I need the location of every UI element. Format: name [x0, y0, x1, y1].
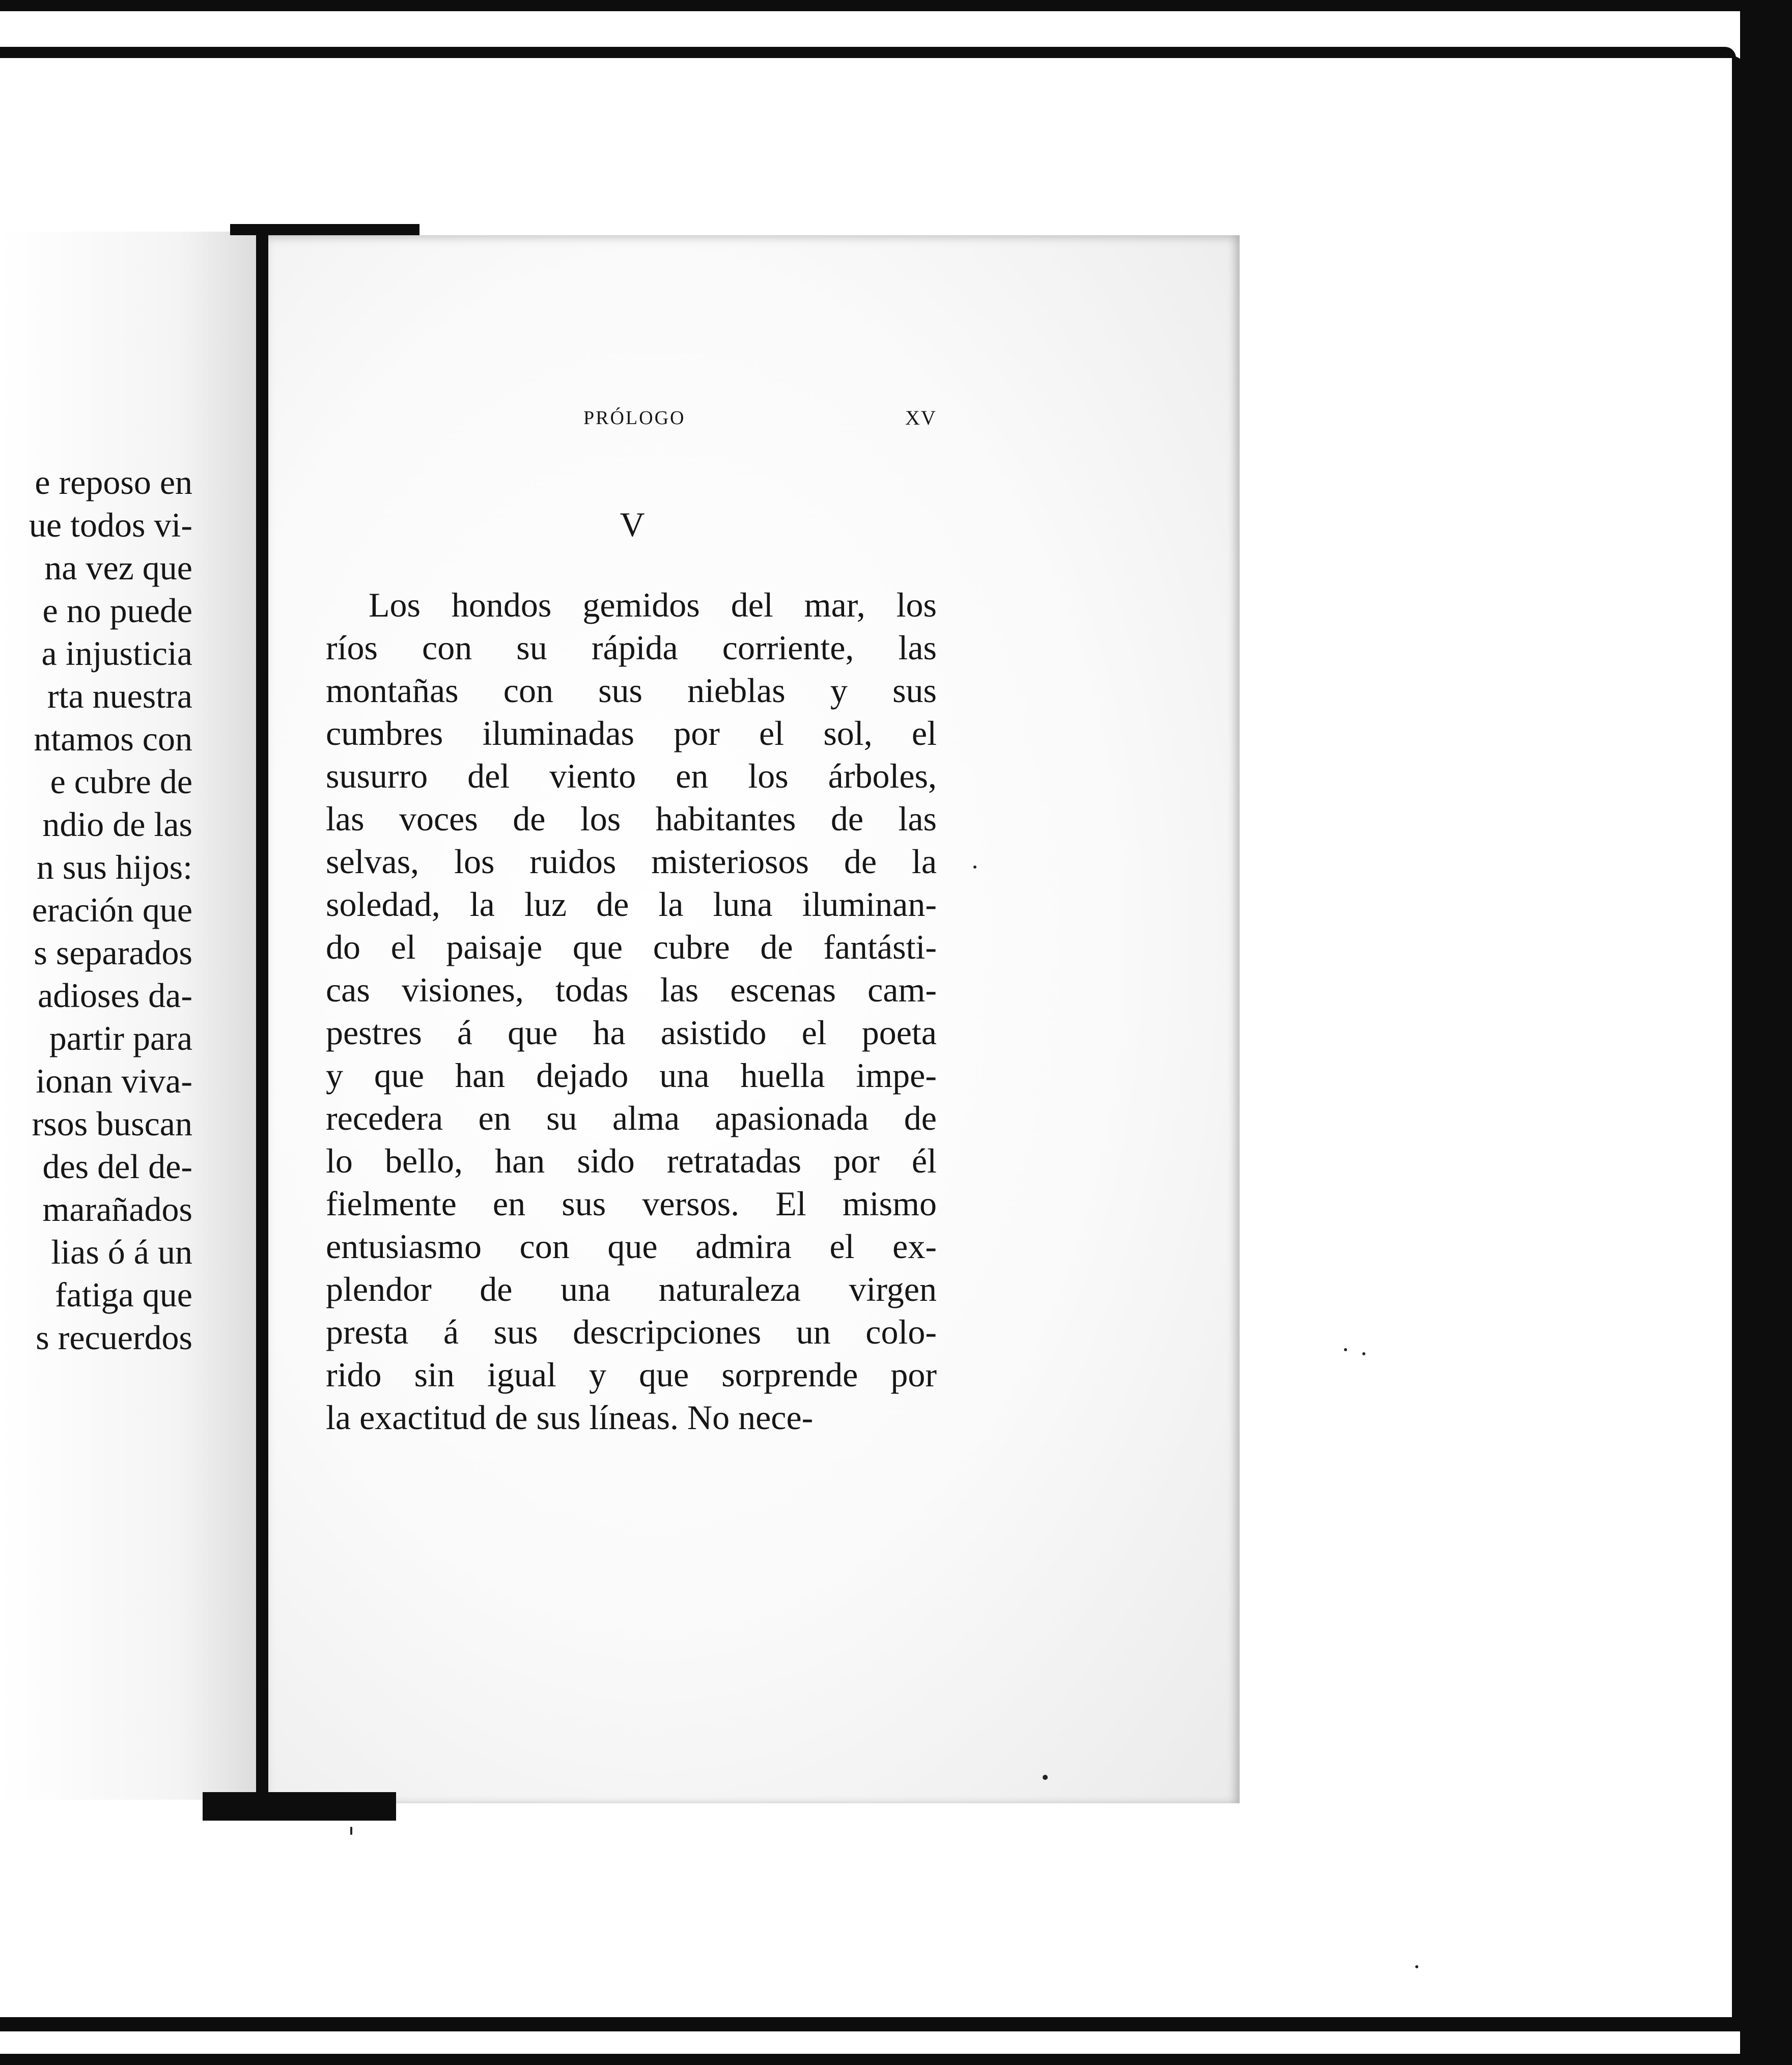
left-page-text-line: ntamos con [34, 719, 192, 758]
spine-clamp-bottom [203, 1792, 396, 1821]
page-number: XV [905, 406, 937, 429]
left-page-text-line: n sus hijos: [36, 848, 192, 886]
body-text-line: fielmente en sus versos. El mismo [326, 1184, 937, 1223]
left-page-text-line: ue todos vi- [29, 506, 192, 544]
body-text-line: recedera en su alma apasionada de [326, 1099, 937, 1137]
film-frame-bottom-band [0, 2054, 1792, 2065]
left-page-text-line: fatiga que [55, 1275, 192, 1314]
body-text-line: Los hondos gemidos del mar, los [369, 585, 937, 624]
left-page-text-line: lias ó á un [51, 1233, 192, 1271]
left-page-text-column [0, 461, 192, 1377]
left-page-text-line: e cubre de [50, 762, 192, 801]
body-text-line: pestres á que ha asistido el poeta [326, 1013, 937, 1052]
body-text-line: soledad, la luz de la luna iluminan- [326, 885, 937, 924]
dust-speck [973, 866, 976, 869]
body-text-line: y que han dejado una huella impe- [326, 1056, 937, 1095]
body-text-line: entusiasmo con que admira el ex- [326, 1227, 937, 1266]
left-page-text-line: rta nuestra [47, 677, 192, 715]
left-page-text-line: s separados [34, 933, 192, 972]
dust-speck [1344, 1348, 1347, 1351]
film-frame-right-border [1732, 56, 1745, 2021]
left-page-text-line: e no puede [42, 591, 192, 630]
left-page-text-line: eración que [32, 890, 192, 929]
body-text-line: cas visiones, todas las escenas cam- [326, 970, 937, 1009]
body-text-line: selvas, los ruidos misteriosos de la [326, 842, 937, 881]
left-page-text-line: des del de- [42, 1147, 192, 1186]
left-page-text-line: marañados [42, 1190, 192, 1229]
film-frame-top-border [0, 47, 1736, 58]
dust-speck [1362, 1352, 1365, 1355]
dust-speck [1043, 1775, 1048, 1780]
left-page-text-line: adioses da- [37, 976, 192, 1015]
body-text-line: montañas con sus nieblas y sus [326, 671, 937, 710]
film-frame-right-band [1740, 0, 1792, 2065]
body-text-line: rido sin igual y que sorprende por [326, 1355, 937, 1394]
left-page-text-line: e reposo en [35, 463, 192, 501]
left-page-text-line: ndio de las [42, 805, 192, 844]
left-page-text-line: ionan viva- [36, 1062, 192, 1100]
left-page-text-line: na vez que [44, 548, 192, 587]
spine-clamp-bar [256, 230, 268, 1798]
dust-speck [1415, 1965, 1418, 1968]
left-page-text-line: a injusticia [41, 634, 192, 673]
body-text-line: las voces de los habitantes de las [326, 799, 937, 838]
left-page-text-line: s recuerdos [36, 1318, 192, 1357]
dust-speck [350, 1827, 352, 1835]
body-text-line: susurro del viento en los árboles, [326, 757, 937, 795]
body-text-line: do el paisaje que cubre de fantásti- [326, 928, 937, 966]
film-frame-top-band [0, 0, 1792, 11]
right-page-body-text [326, 583, 937, 1449]
running-head: PRÓLOGO [583, 407, 686, 429]
body-text-line: plendor de una naturaleza virgen [326, 1270, 937, 1308]
left-page-text-line: partir para [49, 1019, 192, 1057]
body-text-line: presta á sus descripciones un colo- [326, 1313, 937, 1351]
section-numeral: V [620, 505, 645, 544]
body-text-line: cumbres iluminadas por el sol, el [326, 714, 937, 752]
left-page-text-line: rsos buscan [32, 1104, 192, 1143]
film-frame-bottom-border [0, 2017, 1746, 2031]
body-text-line: la exactitud de sus líneas. No nece- [326, 1398, 814, 1437]
body-text-line: ríos con su rápida corriente, las [326, 628, 937, 667]
body-text-line: lo bello, han sido retratadas por él [326, 1141, 937, 1180]
